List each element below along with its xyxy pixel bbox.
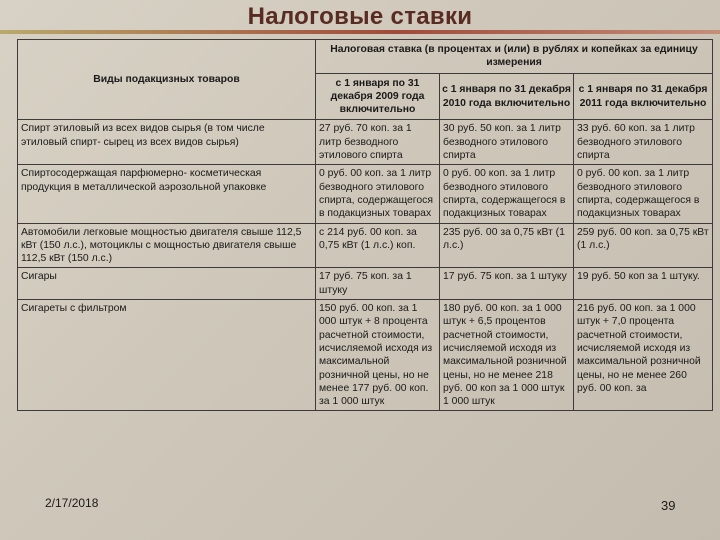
rate-cell: 27 руб. 70 коп. за 1 литр безводного этилового спирта [316, 120, 440, 165]
rate-cell: 235 руб. 00 за 0,75 кВт (1 л.с.) [440, 223, 574, 268]
rate-cell: 180 руб. 00 коп. за 1 000 штук + 6,5 процентов расчетной стоимости, исчисляемой исходя из максимальной розничной цены, но не менее 218 руб. 00 коп за 1 000 штук 1 000 штук [440, 300, 574, 411]
row-kind-cell: Спиртосодержащая парфюмерно- косметическая продукция в металлической аэрозольной упаковке [18, 165, 316, 223]
column-header-period-2011: с 1 января по 31 декабря 2011 года включительно [574, 73, 713, 120]
rate-cell: 33 руб. 60 коп. за 1 литр безводного этилового спирта [574, 120, 713, 165]
table-header-row [18, 40, 713, 74]
row-kind-cell: Автомобили легковые мощностью двигателя свыше 112,5 кВт (150 л.с.), мотоциклы с мощностью двигателя свыше 112,5 кВт (150 л.с.) [18, 223, 316, 268]
column-header-kind: Виды подакцизных товаров [18, 40, 316, 120]
column-header-period-2009: с 1 января по 31 декабря 2009 года включительно [316, 73, 440, 120]
rate-cell: с 214 руб. 00 коп. за 0,75 кВт (1 л.с.) коп. [316, 223, 440, 268]
table-row [18, 165, 713, 223]
rate-cell: 150 руб. 00 коп. за 1 000 штук + 8 процента расчетной стоимости, исчисляемой исходя из максимальной розничной цены, но не менее 177 руб. 00 коп. за 1 000 штук [316, 300, 440, 411]
rate-cell: 0 руб. 00 коп. за 1 литр безводного этилового спирта, содержащегося в подакцизных товарах [574, 165, 713, 223]
tax-rates-table [17, 39, 713, 411]
column-header-period-2010: с 1 января по 31 декабря 2010 года включительно [440, 73, 574, 120]
row-kind-cell: Спирт этиловый из всех видов сырья (в том числе этиловый спирт- сырец из всех видов сырья) [18, 120, 316, 165]
table-row [18, 120, 713, 165]
slide-title: Налоговые ставки [247, 3, 473, 30]
rate-cell: 0 руб. 00 коп. за 1 литр безводного этилового спирта, содержащегося в подакцизных товарах [316, 165, 440, 223]
row-kind-cell: Сигары [18, 268, 316, 300]
footer-date: 2/17/2018 [45, 496, 99, 510]
rate-cell: 30 руб. 50 коп. за 1 литр безводного этилового спирта [440, 120, 574, 165]
rate-cell: 19 руб. 50 коп за 1 штуку. [574, 268, 713, 300]
table-row [18, 268, 713, 300]
title-rule [0, 30, 720, 34]
rate-cell: 216 руб. 00 коп. за 1 000 штук + 7,0 процента расчетной стоимости, исчисляемой исходя из максимальной розничной цены, но не менее 260 руб. 00 коп. за [574, 300, 713, 411]
rate-cell: 0 руб. 00 коп. за 1 литр безводного этилового спирта, содержащегося в подакцизных товарах [440, 165, 574, 223]
row-kind-cell: Сигареты с фильтром [18, 300, 316, 411]
table-row [18, 223, 713, 268]
column-header-rate-group: Налоговая ставка (в процентах и (или) в рублях и копейках за единицу измерения [316, 40, 713, 74]
table-row [18, 300, 713, 411]
page-number: 39 [661, 498, 676, 513]
rate-cell: 17 руб. 75 коп. за 1 штуку [440, 268, 574, 300]
rate-cell: 17 руб. 75 коп. за 1 штуку [316, 268, 440, 300]
rate-cell: 259 руб. 00 коп. за 0,75 кВт (1 л.с.) [574, 223, 713, 268]
